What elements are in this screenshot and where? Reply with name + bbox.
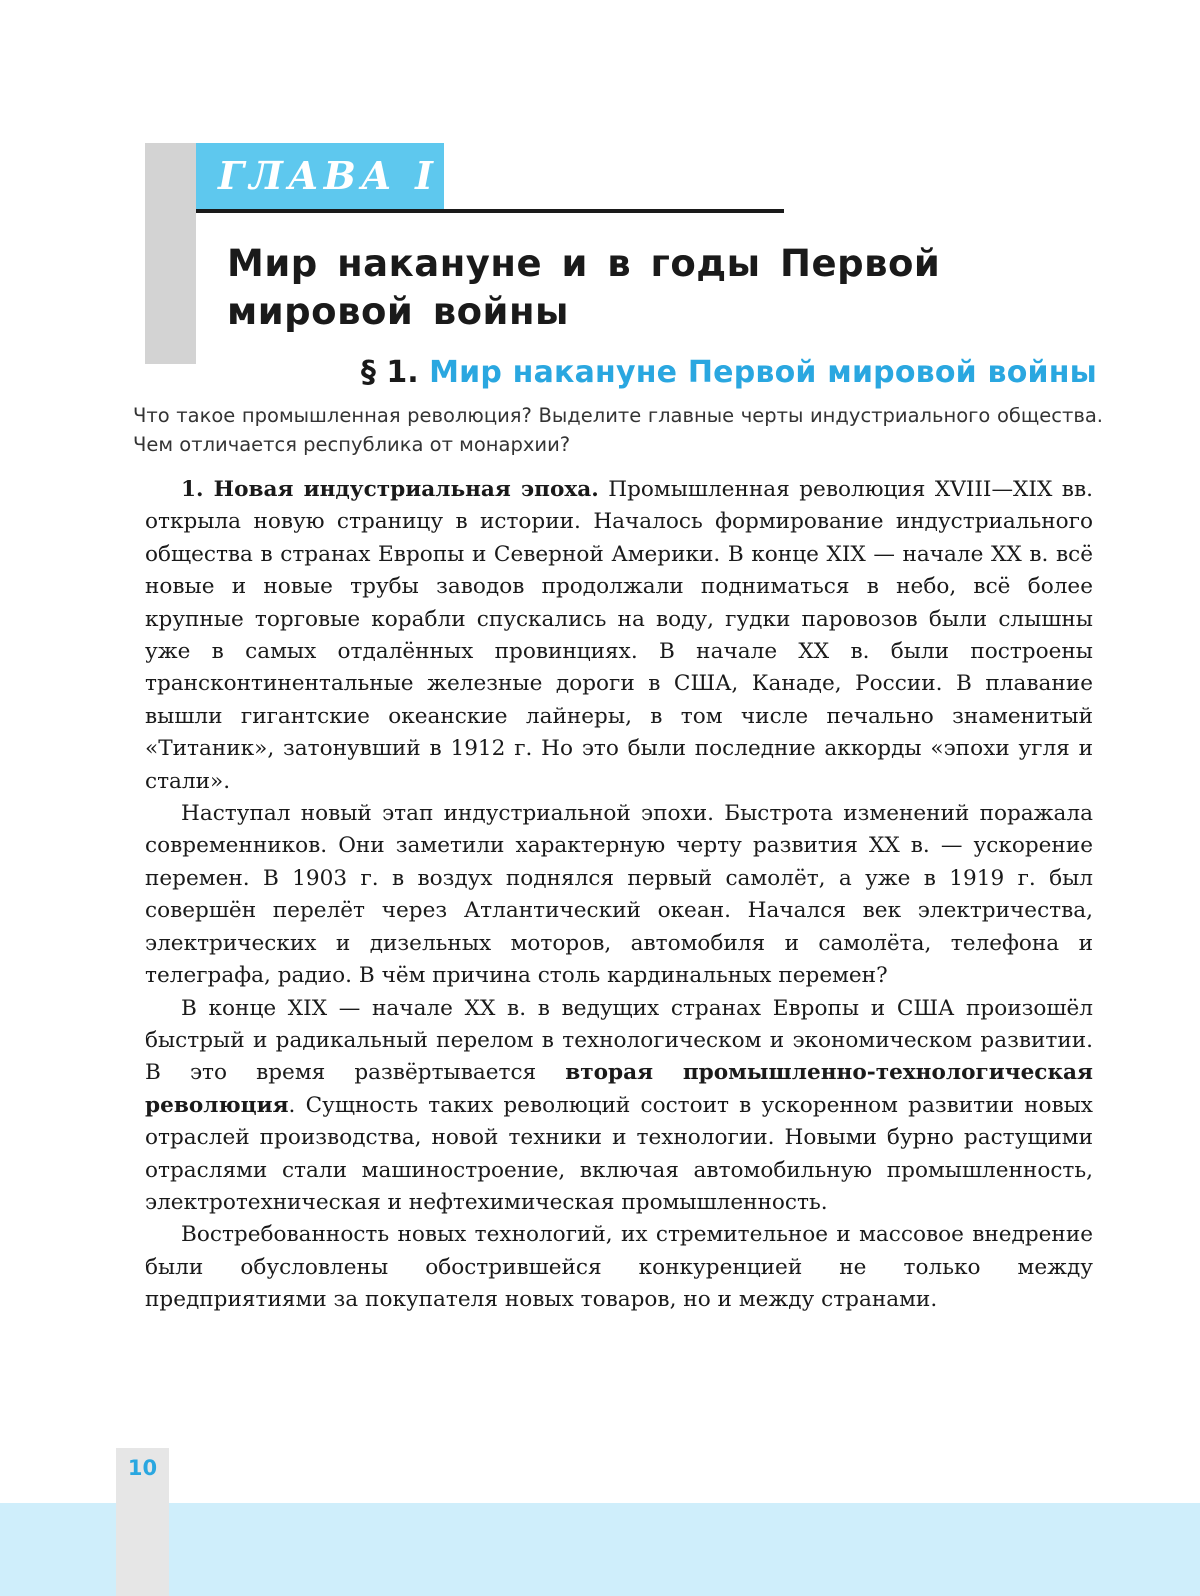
paragraph-3-after: . Сущность таких революций состоит в ускоренном развитии новых отраслей производства, новой техники и технологии. Новыми бурно растущими отраслями стали машиностроение, включая автомобильную промышленность, электротехническая и нефтехимическая промышленность. [145, 1092, 1093, 1215]
section-heading [361, 352, 1097, 394]
paragraph-4: Востребованность новых технологий, их стремительное и массовое внедрение были обусловлены обострившейся конкуренцией не только между предприятиями за покупателя новых товаров, но и между странами. [145, 1222, 1093, 1313]
paragraph-3-term: вторая промышленно-технологическая революция [145, 1060, 1093, 1118]
footer-band-gap [116, 1503, 169, 1596]
section-number: § 1. [360, 355, 419, 390]
review-questions: Что такое промышленная революция? Выделите главные черты индустриального общества. Чем отличается республика от монархии? [133, 404, 1103, 456]
paragraph-3 [145, 993, 1093, 1220]
section-title: Мир накануне Первой мировой войны [429, 355, 1097, 390]
paragraph-1-text: Промышленная революция XVIII—XIX вв. открыла новую страницу в истории. Началось формирование индустриального общества в странах Европы и Северной Америки. В конце XIX — начале XX в. всё новые и новые трубы заводов продолжали подниматься в небо, всё более крупные торговые корабли спускались на воду, гудки паровозов были слышны уже в самых отдалённых провинциях. В начале XX в. были построены трансконтинентальные железные дороги в США, Канаде, России. В плавание вышли гигантские океанские лайнеры, в том числе печально знаменитый «Титаник», затонувший в 1912 г. Но это были последние аккорды «эпохи угля и стали». [145, 477, 1093, 794]
chapter-side-bar [145, 143, 196, 364]
chapter-divider [196, 209, 784, 213]
paragraph-3-before: В конце XIX — начале XX в. в ведущих странах Европы и США произошёл быстрый и радикальный перелом в технологическом и экономическом развитии. В это время развёртывается [145, 995, 1093, 1086]
chapter-label: ГЛАВА I [196, 143, 444, 209]
page-number: 10 [127, 1456, 158, 1480]
paragraph-1 [145, 474, 1093, 798]
paragraph-1-heading: 1. Новая индустриальная эпоха. [181, 477, 599, 502]
main-text [145, 474, 1093, 1317]
chapter-title: Мир накануне и в годы Первой мировой войны [227, 242, 941, 333]
footer-band [0, 1503, 1200, 1596]
paragraph-2: Наступал новый этап индустриальной эпохи. Быстрота изменений поражала современников. Они заметили характерную черту развития XX в. — ускорение перемен. В 1903 г. в воздух поднялся первый самолёт, а уже в 1919 г. был совершён перелёт через Атлантический океан. Начался век электричества, электрических и дизельных моторов, автомобиля и самолёта, телефона и телеграфа, радио. В чём причина столь кардинальных перемен? [145, 801, 1093, 989]
